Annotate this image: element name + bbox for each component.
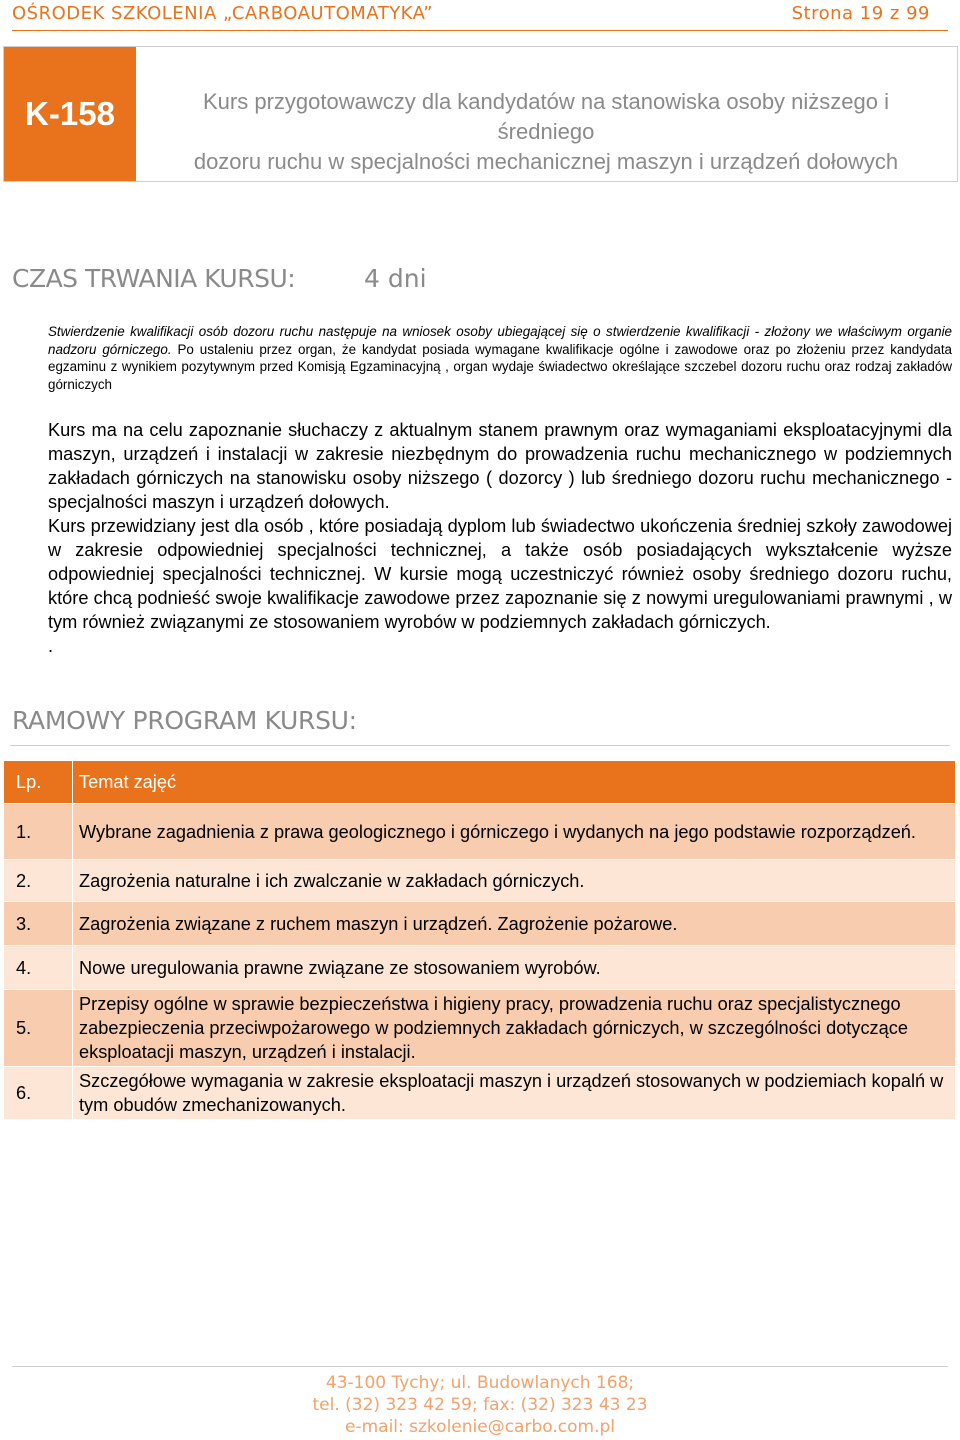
row-number: 2. <box>4 860 73 902</box>
row-topic: Szczegółowe wymagania w zakresie eksploatacji maszyn i urządzeń stosowanych w podziemiach kopalń w tym obudów zmechanizowanych. <box>73 1067 956 1120</box>
row-number: 5. <box>4 990 73 1067</box>
row-topic: Wybrane zagadnienia z prawa geologicznego i górniczego i wydanych na jego podstawie rozporządzeń. <box>73 804 956 860</box>
duration-value: 4 dni <box>364 264 427 293</box>
table-row <box>4 946 956 990</box>
course-title <box>156 87 936 177</box>
footer-email: e-mail: szkolenie@carbo.com.pl <box>345 1417 615 1437</box>
course-title-line-2: dozoru ruchu w specjalności mechanicznej maszyn i urządzeń dołowych <box>193 149 899 174</box>
intro-italic-text: Stwierdzenie kwalifikacji osób dozoru ruchu następuje na wniosek osoby ubiegającej się o stwierdzenie kwalifikacji - złożony we właściwym organie nadzoru górniczego. <box>48 324 952 357</box>
table-header-row <box>4 761 956 804</box>
intro-text: Po ustaleniu przez organ, że kandydat posiada wymagane kwalifikacje ogólne i zawodowe oraz po złożeniu przez kandydata egzaminu z wynikiem pozytywnym przed Komisją Egzaminacyjną , organ wydaje świadectwo określające szczebel dozoru ruchu oraz rodzaj zakładów górniczych <box>48 341 952 392</box>
description-paragraph-1: Kurs ma na celu zapoznanie słuchaczy z aktualnym stanem prawnym oraz wymaganiami eksploatacyjnymi dla maszyn, urządzeń i instalacji w zakresie niezbędnym do prowadzenia ruchu mechanicznego w podziemnych zakładach górniczych na stanowisku osoby niższego ( dozorcy ) lub średniego dozoru ruchu mechanicznego - specjalności maszyn i urządzeń dołowych. <box>48 420 952 512</box>
organization-name: OŚRODEK SZKOLENIA „CARBOAUTOMATYKA” <box>12 3 434 24</box>
table-row <box>4 860 956 902</box>
footer <box>0 1372 960 1438</box>
top-divider <box>12 30 948 31</box>
column-header-lp: Lp. <box>4 761 73 804</box>
program-divider <box>10 745 950 746</box>
course-code: K-158 <box>4 47 136 181</box>
course-description <box>48 418 952 658</box>
course-header <box>3 46 958 182</box>
intro-paragraph <box>48 323 952 393</box>
row-number: 4. <box>4 946 73 990</box>
top-bar <box>12 0 930 30</box>
program-title: RAMOWY PROGRAM KURSU: <box>12 706 357 735</box>
table-row <box>4 902 956 946</box>
course-title-line-1: Kurs przygotowawczy dla kandydatów na stanowiska osoby niższego i średniego <box>202 89 890 144</box>
table-row <box>4 990 956 1067</box>
page-number: Strona 19 z 99 <box>791 3 930 24</box>
row-topic: Zagrożenia naturalne i ich zwalczanie w zakładach górniczych. <box>73 860 956 902</box>
program-table <box>3 760 956 1120</box>
row-number: 1. <box>4 804 73 860</box>
row-topic: Nowe uregulowania prawne związane ze stosowaniem wyrobów. <box>73 946 956 990</box>
row-number: 3. <box>4 902 73 946</box>
description-paragraph-3: . <box>48 636 54 656</box>
description-paragraph-2: Kurs przewidziany jest dla osób , które posiadają dyplom lub świadectwo ukończenia średniej szkoły zawodowej w zakresie odpowiedniej specjalności technicznej, a także osób posiadających wykształcenie wyższe odpowiedniej specjalności technicznej. W kursie mogą uczestniczyć również osoby średniego dozoru ruchu, które chcą podnieść swoje kwalifikacje zawodowe przez zapoznanie się z nowymi uregulowaniami prawnymi , w tym również związanymi ze stosowaniem wyrobów w podziemnych zakładach górniczych. <box>48 516 952 632</box>
footer-phone: tel. (32) 323 42 59; fax: (32) 323 43 23 <box>312 1395 648 1415</box>
duration-label: CZAS TRWANIA KURSU: <box>12 264 296 293</box>
column-header-topic: Temat zajęć <box>73 761 956 804</box>
footer-address: 43-100 Tychy; ul. Budowlanych 168; <box>325 1373 635 1393</box>
footer-divider <box>12 1366 948 1367</box>
table-row <box>4 1067 956 1120</box>
row-topic: Przepisy ogólne w sprawie bezpieczeństwa i higieny pracy, prowadzenia ruchu oraz specjalistycznego zabezpieczenia przeciwpożarowego w podziemnych zakładach górniczych, w szczególności dotyczące eksploatacji maszyn, urządzeń i instalacji. <box>73 990 956 1067</box>
row-number: 6. <box>4 1067 73 1120</box>
row-topic: Zagrożenia związane z ruchem maszyn i urządzeń. Zagrożenie pożarowe. <box>73 902 956 946</box>
table-row <box>4 804 956 860</box>
